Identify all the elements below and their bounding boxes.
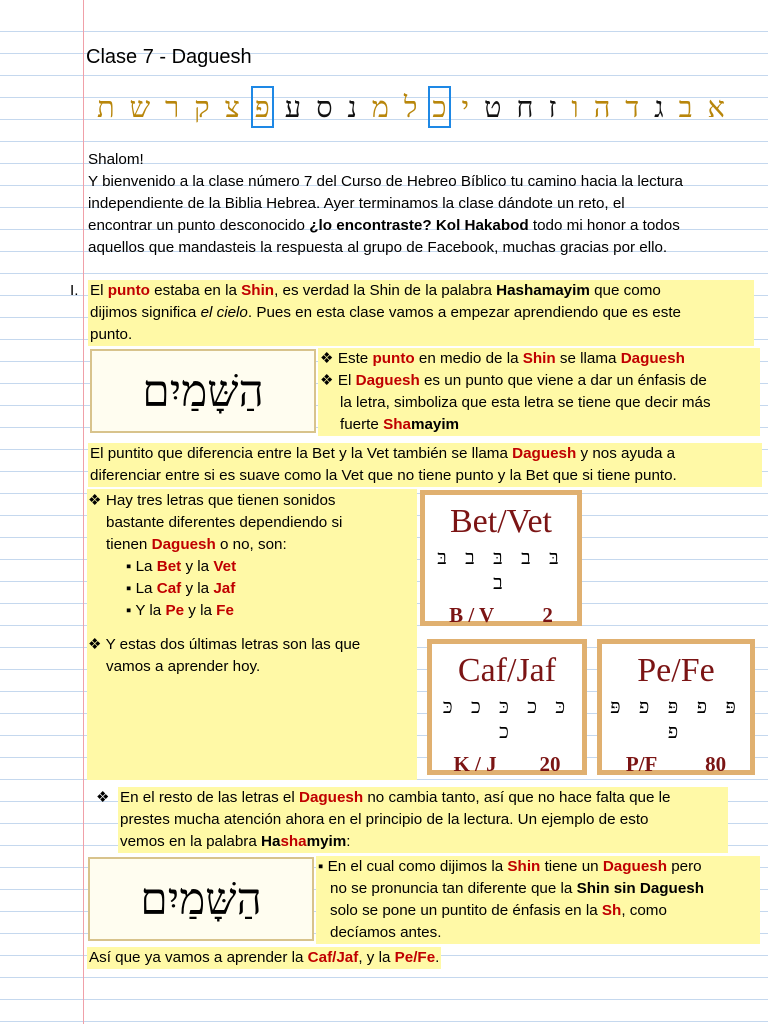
card-value: 20 [539, 752, 561, 776]
hebrew-letter: פ [254, 90, 270, 124]
hebrew-letter: ת [97, 90, 115, 124]
hebrew-letter: מ [371, 90, 389, 124]
caf-jaf-card [427, 639, 587, 775]
card-sound: K / J [453, 752, 497, 776]
three-letters-list: ❖ Hay tres letras que tienen sonidos bastante diferentes dependiendo si tienen Daguesh o no, son: ▪ La Bet y la Vet ▪ La Caf y la Jaf ▪ Y la Pe y la Fe ❖ Y estas dos últimas letras son las que vamos a aprender hoy. [88, 490, 418, 678]
page-title: Clase 7 - Daguesh [86, 46, 252, 68]
hebrew-word: הַשָּׁמַיִם [142, 365, 264, 417]
hebrew-letter: ט [483, 90, 502, 124]
card-title: Pe/Fe [637, 652, 715, 689]
section-1-paragraph: El punto estaba en la Shin, es verdad la Shin de la palabra Hashamayim que como dijimos significa el cielo. Pues en esta clase vamos a empezar aprendiendo que es este punto. [88, 280, 754, 346]
hebrew-letter: ז [548, 90, 557, 124]
hebrew-word: הַשָּׁמַיִם [140, 873, 262, 925]
hebrew-letter: ס [316, 90, 333, 124]
section-number: I. [70, 282, 79, 299]
card-title: Caf/Jaf [457, 652, 557, 689]
hebrew-letter: כ [432, 90, 447, 124]
card-letters: כּ כ כּ כ כּ כ [442, 694, 572, 743]
card-sound: P/F [625, 752, 658, 776]
hebrew-letter: צ [224, 90, 240, 124]
hebrew-letter: ע [284, 90, 302, 124]
final-line: Así que ya vamos a aprender la Caf/Jaf, y la Pe/Fe. [87, 947, 441, 969]
card-value: 2 [542, 603, 553, 627]
intro-paragraph [88, 149, 758, 259]
hebrew-letter: ו [571, 90, 579, 124]
bet-vet-card [420, 490, 582, 626]
hebrew-alphabet [95, 86, 727, 128]
card-title: Bet/Vet [450, 503, 552, 540]
pe-fe-card [597, 639, 755, 775]
hebrew-letter: נ [347, 90, 357, 124]
bullet-item: ❖ Este punto en medio de la Shin se llama Daguesh [320, 350, 685, 367]
hebrew-letter: ג [654, 90, 664, 124]
list-item: ▪ Y la Pe y la Fe [126, 602, 234, 619]
intro-line: encontrar un punto desconocido ¿lo encontraste? Kol Hakabod todo mi honor a todos [88, 217, 680, 234]
hebrew-letter: ב [678, 90, 693, 124]
hebrew-letter: א [707, 90, 725, 124]
bet-vet-paragraph: El puntito que diferencia entre la Bet y la Vet también se llama Daguesh y nos ayuda a diferenciar entre si es suave como la Vet que no tiene punto y la Bet que si tiene punto. [88, 443, 762, 487]
shin-daguesh-bullet: ▪ En el cual como dijimos la Shin tiene un Daguesh pero no se pronuncia tan diferente que la Shin sin Daguesh solo se pone un puntito de énfasis en la Sh, como decíamos antes. [316, 856, 760, 944]
hebrew-letter: ה [593, 90, 611, 124]
hebrew-letter: י [461, 90, 470, 124]
daguesh-bullets: ❖ Este punto en medio de la Shin se llama Daguesh ❖ El Daguesh es un punto que viene a dar un énfasis de la letra, simboliza que esta letra se tiene que decir más fuerte Shamayim [318, 348, 760, 436]
hashamayim-image [90, 349, 316, 433]
bullet-marker: ❖ [96, 789, 110, 806]
hebrew-letter: ח [516, 90, 534, 124]
intro-line: independiente de la Biblia Hebrea. Ayer terminamos la clase dándote un reto, el [88, 195, 625, 212]
hebrew-letter: ר [165, 90, 180, 124]
list-item: ▪ La Bet y la Vet [126, 558, 237, 575]
card-sound: B / V [449, 603, 495, 627]
hashamayim-image [88, 857, 314, 941]
rest-paragraph: En el resto de las letras el Daguesh no cambia tanto, así que no hace falta que le prestes mucha atención ahora en el principio de la lectura. Un ejemplo de esto vemos en la palabra Hashamyim: [118, 787, 728, 853]
list-item: ▪ La Caf y la Jaf [126, 580, 236, 597]
margin-line [83, 0, 84, 1024]
card-value: 80 [705, 752, 727, 776]
intro-line: Y bienvenido a la clase número 7 del Curso de Hebreo Bíblico tu camino hacia la lectura [88, 173, 683, 190]
card-letters: פּ פ פּ פ פּ פ [610, 694, 742, 743]
intro-line: aquellos que mandasteis la respuesta al grupo de Facebook, muchas gracias por ello. [88, 239, 668, 256]
bullet-item: ❖ El Daguesh es un punto que viene a dar un énfasis de [320, 372, 707, 389]
card-letters: בּ ב בּ ב בּ ב [437, 545, 565, 594]
hebrew-letter: ד [625, 90, 640, 124]
intro-greeting: Shalom! [88, 151, 144, 168]
hebrew-letter: ק [194, 90, 210, 124]
hebrew-letter: ש [129, 90, 151, 124]
hebrew-letter: ל [403, 90, 418, 124]
